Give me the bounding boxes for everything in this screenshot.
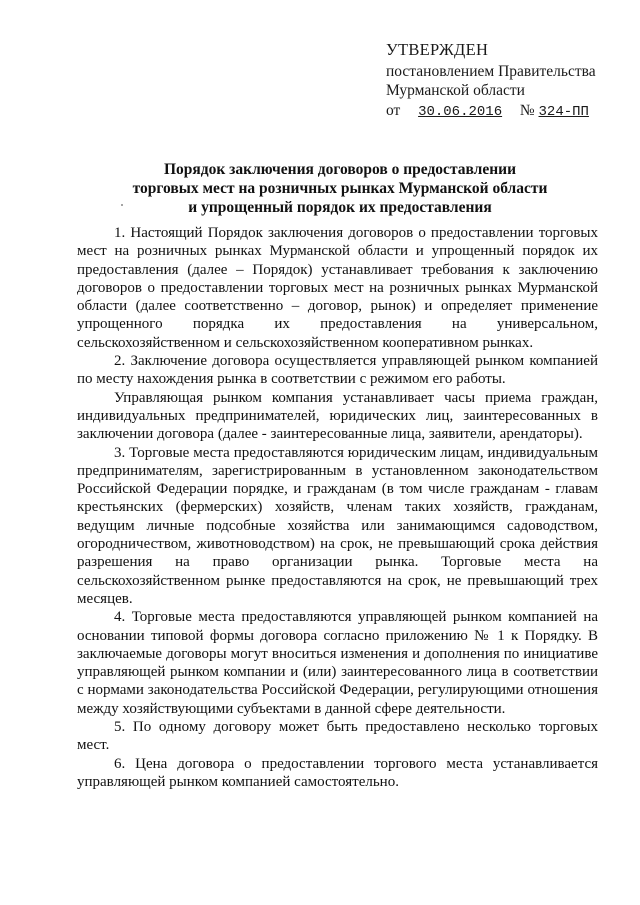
date-prefix: от [386, 101, 401, 119]
approval-date-line [386, 101, 616, 123]
document-title [80, 160, 600, 217]
paragraph-3: 3. Торговые места предоставляются юридическим лицам, индивидуальным предпринимателям, зарегистрированным в установленном законодательством Российской Федерации порядке, и гражданам (в том числе гражданам - главам крестьянских (фермерских) хозяйств, членам таких хозяйств, гражданам, ведущим личные подсобные хозяйства или занимающимся садоводством, огородничеством, животноводством) на срок, не превышающий срока действия разрешения на право организации рынка. Торговые места на сельскохозяйственном рынке предоставляются на срок, не превышающий трех месяцев. [77, 444, 598, 607]
scan-speck [121, 204, 123, 206]
approval-heading: УТВЕРЖДЕН [386, 40, 489, 59]
paragraph-2: 2. Заключение договора осуществляется управляющей рынком компанией по месту нахождения рынка в соответствии с режимом его работы. [77, 353, 598, 388]
paragraph-4: 4. Торговые места предоставляются управляющей рынком компанией на основании типовой формы договора согласно приложению № 1 к Порядку. В заключаемые договоры могут вноситься изменения и дополнения по инициативе управляющей рынком компании и (или) заинтересованного лица в соответствии с нормами законодательства Российской Федерации, регулирующими отношения между хозяйствующими субъектами в данной сфере деятельности. [77, 609, 598, 717]
approval-stamp [386, 40, 616, 122]
approval-authority: постановлением Правительства [386, 62, 596, 80]
title-line-3: и упрощенный порядок их предоставления [188, 199, 492, 216]
approval-region: Мурманской области [386, 82, 525, 99]
paragraph-1: 1. Настоящий Порядок заключения договоров о предоставлении торговых мест на розничных рынках Мурманской области и упрощенный порядок их предоставления (далее – Порядок) устанавливает требования к заключению договоров о предоставлении торговых мест на розничных рынках Мурманской области (далее соответственно – договор, рынок) и определяет применение упрощенного порядка их предоставления на универсальном, сельскохозяйственном и сельскохозяйственном кооперативном рынках. [77, 225, 598, 351]
document-body [77, 224, 598, 791]
paragraph-5: 5. По одному договору может быть предоставлено несколько торговых мест. [77, 719, 598, 754]
title-line-1: Порядок заключения договоров о предоставлении [163, 161, 517, 178]
approval-date: 30.06.2016 [418, 103, 503, 120]
title-line-2: торговых мест на розничных рынках Мурманской области [132, 180, 548, 197]
paragraph-2-continued: Управляющая рынком компания устанавливает часы приема граждан, индивидуальных предпринимателей, юридических лиц, заинтересованных в заключении договора (далее - заинтересованные лица, заявители, арендаторы). [77, 389, 598, 443]
approval-number: 324-ПП [538, 103, 589, 120]
paragraph-6: 6. Цена договора о предоставлении торгового места устанавливается управляющей рынком компанией самостоятельно. [77, 755, 598, 790]
number-prefix: № [519, 101, 535, 119]
